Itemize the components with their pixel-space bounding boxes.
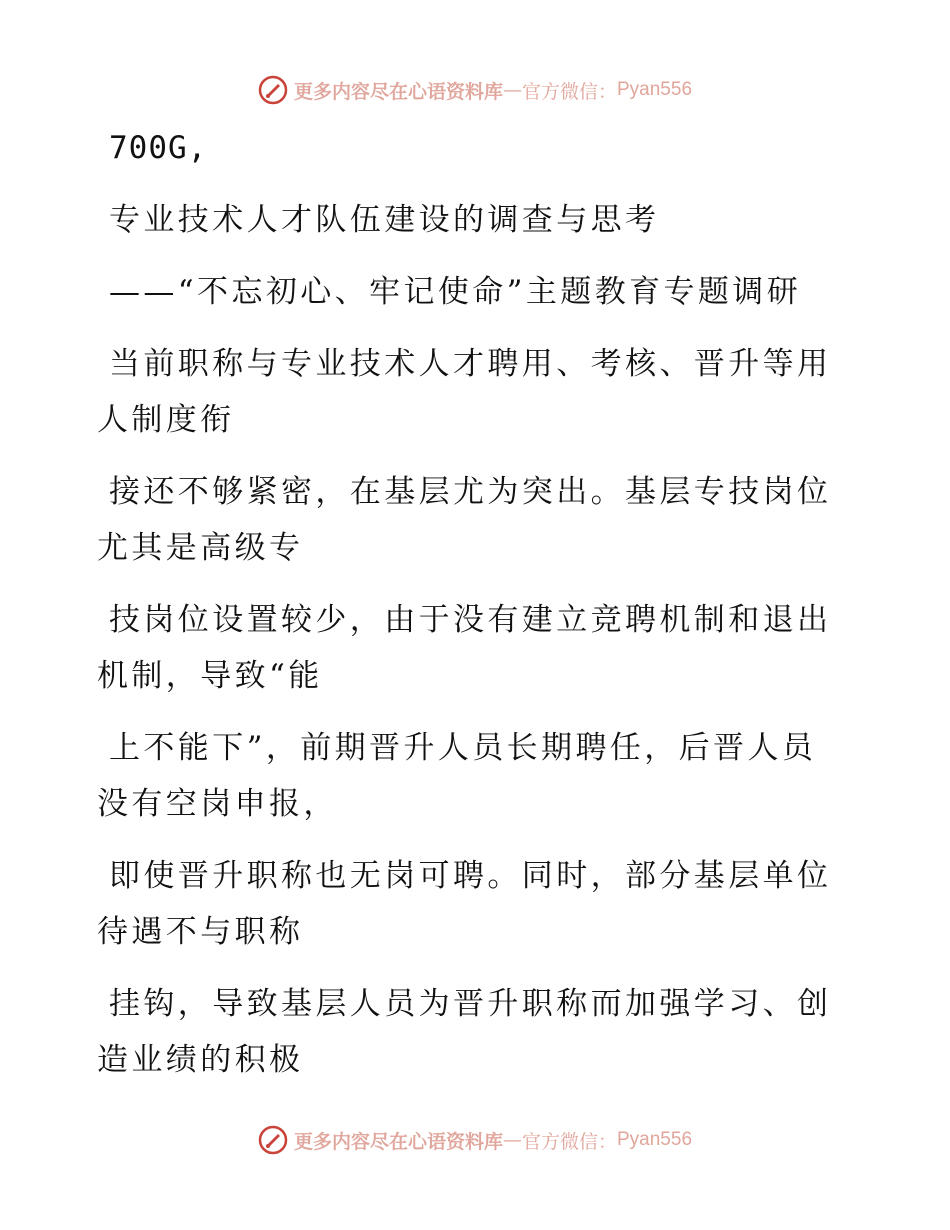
paragraph-line: 待遇不与职称: [97, 914, 304, 950]
paragraph-line: 当前职称与专业技术人才聘用、考核、晋升等用: [109, 346, 832, 382]
brand-logo-icon: [258, 75, 288, 105]
document-title: 专业技术人才队伍建设的调查与思考: [109, 202, 660, 238]
paragraph-block: [97, 720, 837, 832]
brand-logo-icon: [258, 1125, 288, 1155]
paragraph-block: [97, 976, 837, 1088]
header-watermark: [0, 70, 950, 110]
watermark-wechat-id: Pyan556: [617, 79, 693, 100]
watermark-contact-label: 官方微信：: [521, 1130, 617, 1153]
paragraph-block: [97, 848, 837, 960]
paragraph-line: 接还不够紧密，在基层尤为突出。基层专技岗位: [109, 474, 832, 510]
document-body: [97, 120, 837, 1088]
footer-watermark: [0, 1120, 950, 1160]
watermark-separator: —: [502, 1129, 522, 1151]
paragraph-line: 机制，导致“能: [97, 658, 323, 694]
paragraph-line: 上不能下”，前期晋升人员长期聘任，后晋人员: [109, 730, 817, 766]
watermark-brand: 更多内容尽在心语资料库: [293, 1130, 503, 1153]
watermark-separator: —: [502, 79, 522, 101]
paragraph-block: [97, 336, 837, 448]
paragraph-line: 即使晋升职称也无岗可聘。同时，部分基层单位: [109, 858, 832, 894]
watermark-contact-label: 官方微信：: [521, 80, 617, 103]
paragraph-block: [97, 592, 837, 704]
paragraph-block: [97, 464, 837, 576]
paragraph-line: 尤其是高级专: [97, 530, 304, 566]
paragraph-line: 挂钩，导致基层人员为晋升职称而加强学习、创: [109, 986, 832, 1022]
watermark-wechat-id: Pyan556: [617, 1129, 693, 1150]
document-subtitle: ——“不忘初心、牢记使命”主题教育专题调研: [109, 274, 802, 310]
paragraph-line: 人制度衔: [97, 402, 235, 438]
watermark-brand: 更多内容尽在心语资料库: [293, 80, 503, 103]
heading-code: 700G,: [109, 130, 208, 166]
paragraph-line: 造业绩的积极: [97, 1042, 304, 1078]
paragraph-line: 技岗位设置较少，由于没有建立竞聘机制和退出: [109, 602, 832, 638]
paragraph-line: 没有空岗申报，: [97, 786, 338, 822]
